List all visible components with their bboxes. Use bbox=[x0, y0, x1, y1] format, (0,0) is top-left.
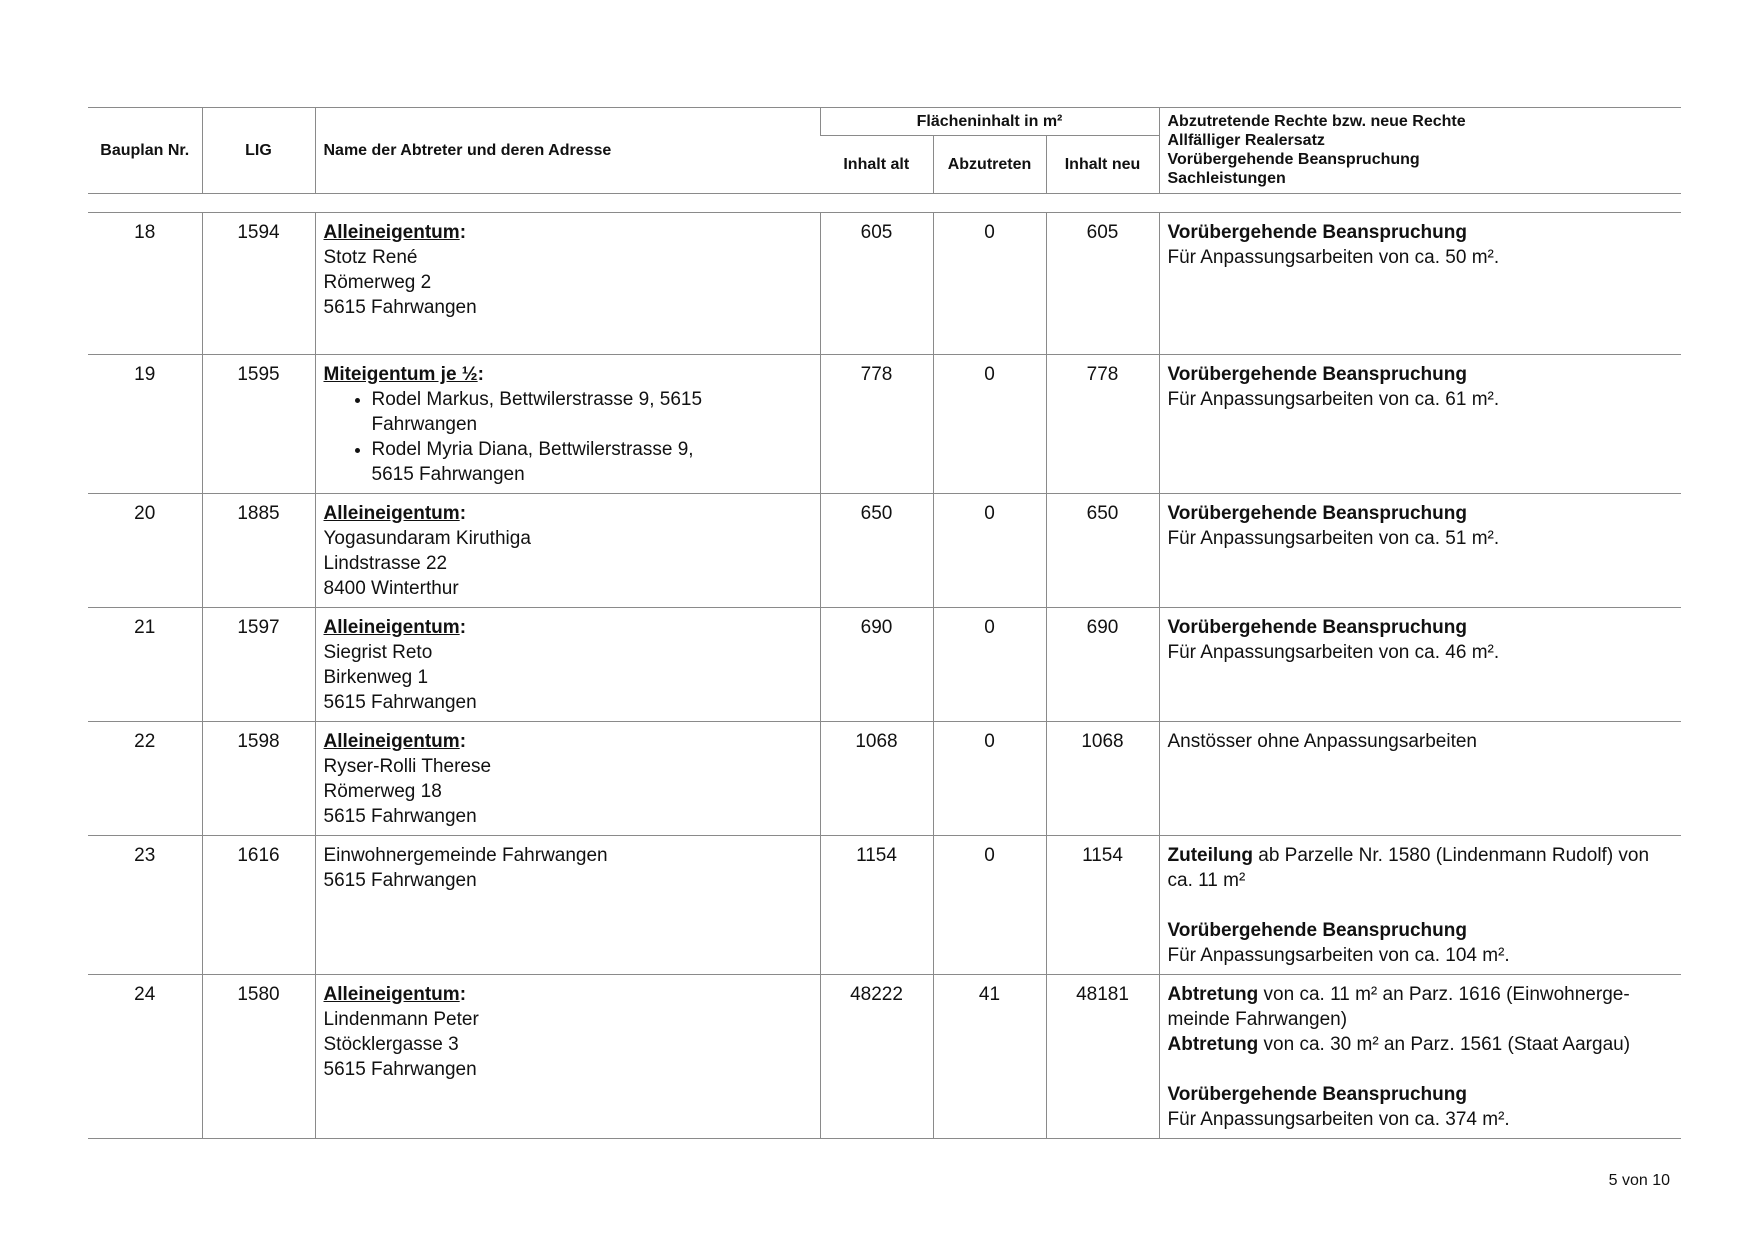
rights-text: Für Anpassungsarbeiten von ca. 374 m². bbox=[1167, 1109, 1510, 1130]
owner-line: 5615 Fahrwangen bbox=[323, 297, 477, 318]
rights-title: Vorübergehende Beanspruchung bbox=[1167, 222, 1467, 243]
rights-entry-text: ab Parzelle Nr. 1580 (Lindenmann Rudolf) von ca. 11 m² bbox=[1167, 845, 1650, 891]
owner-line: Ryser-Rolli Therese bbox=[323, 756, 492, 777]
cell-bauplan: 19 bbox=[88, 355, 202, 494]
owner-type: Miteigentum je ½ bbox=[323, 364, 478, 385]
owner-suffix: : bbox=[477, 364, 484, 385]
cell-abzutreten: 0 bbox=[933, 213, 1046, 355]
rights-entry-text: von ca. 11 m² an Parz. 1616 (Einwohnerge- meinde Fahrwangen) bbox=[1167, 984, 1630, 1030]
table-row bbox=[88, 836, 1681, 975]
rights-text: Für Anpassungsarbeiten von ca. 61 m². bbox=[1167, 389, 1500, 410]
cell-abzutreten: 0 bbox=[933, 722, 1046, 836]
cell-rights bbox=[1159, 608, 1681, 722]
rights-entry-text: von ca. 30 m² an Parz. 1561 (Staat Aargau) bbox=[1258, 1034, 1631, 1055]
rights-entry-keyword: Abtretung bbox=[1167, 984, 1259, 1005]
cell-bauplan: 24 bbox=[88, 975, 202, 1139]
owner-line: Einwohnergemeinde Fahrwangen bbox=[323, 845, 608, 866]
owner-line: Yogasundaram Kiruthiga bbox=[323, 528, 531, 549]
owner-line: Römerweg 2 bbox=[323, 272, 432, 293]
cell-rights bbox=[1159, 975, 1681, 1139]
rights-text: Anstösser ohne Anpassungsarbeiten bbox=[1167, 731, 1477, 752]
rights-entry bbox=[1168, 843, 1674, 893]
owner-line: Römerweg 18 bbox=[323, 781, 442, 802]
cell-bauplan: 21 bbox=[88, 608, 202, 722]
cell-lig: 1885 bbox=[202, 494, 315, 608]
cell-inhalt-alt: 690 bbox=[820, 608, 933, 722]
cell-bauplan: 22 bbox=[88, 722, 202, 836]
cell-inhalt-neu: 1154 bbox=[1046, 836, 1159, 975]
table-row bbox=[88, 494, 1681, 608]
cell-bauplan: 18 bbox=[88, 213, 202, 355]
owner-bullet: • Rodel Markus, Bettwilerstrasse 9, 5615 Fahrwangen bbox=[372, 387, 812, 437]
header-name: Name der Abtreter und deren Adresse bbox=[315, 108, 820, 194]
cell-owner bbox=[315, 213, 820, 355]
table-row bbox=[88, 722, 1681, 836]
cell-inhalt-neu: 605 bbox=[1046, 213, 1159, 355]
owner-line: Lindenmann Peter bbox=[323, 1009, 479, 1030]
header-area-group: Flächeninhalt in m² bbox=[820, 108, 1159, 136]
table-row bbox=[88, 355, 1681, 494]
owner-suffix: : bbox=[459, 984, 467, 1005]
cell-owner bbox=[315, 836, 820, 975]
header-gap bbox=[88, 194, 1681, 213]
owner-line: 5615 Fahrwangen bbox=[323, 692, 477, 713]
property-table bbox=[88, 107, 1681, 1139]
header-rights-line: Sachleistungen bbox=[1167, 170, 1286, 187]
owner-line: Stotz René bbox=[323, 247, 418, 268]
cell-inhalt-neu: 778 bbox=[1046, 355, 1159, 494]
owner-type: Alleineigentum bbox=[323, 731, 460, 752]
rights-text: Für Anpassungsarbeiten von ca. 104 m². bbox=[1167, 945, 1510, 966]
cell-abzutreten: 0 bbox=[933, 836, 1046, 975]
header-bauplan: Bauplan Nr. bbox=[88, 108, 202, 194]
owner-line: Stöcklergasse 3 bbox=[323, 1034, 459, 1055]
rights-text: Für Anpassungsarbeiten von ca. 46 m². bbox=[1167, 642, 1500, 663]
header-rights bbox=[1159, 108, 1681, 194]
property-table-sheet bbox=[88, 107, 1681, 1139]
header-rights-line: Vorübergehende Beanspruchung bbox=[1167, 151, 1420, 168]
cell-rights bbox=[1159, 213, 1681, 355]
owner-line: Lindstrasse 22 bbox=[323, 553, 448, 574]
cell-owner bbox=[315, 608, 820, 722]
cell-rights bbox=[1159, 722, 1681, 836]
owner-line: Siegrist Reto bbox=[323, 642, 433, 663]
cell-abzutreten: 0 bbox=[933, 608, 1046, 722]
owner-line: 5615 Fahrwangen bbox=[323, 1059, 477, 1080]
owner-line: 8400 Winterthur bbox=[323, 578, 459, 599]
table-row bbox=[88, 213, 1681, 355]
cell-owner bbox=[315, 355, 820, 494]
rights-entry bbox=[1168, 982, 1674, 1032]
cell-inhalt-alt: 778 bbox=[820, 355, 933, 494]
rights-title: Vorübergehende Beanspruchung bbox=[1167, 503, 1467, 524]
page-number: 5 von 10 bbox=[1608, 1172, 1670, 1189]
cell-owner bbox=[315, 494, 820, 608]
header-abzutreten: Abzutreten bbox=[933, 136, 1046, 194]
rights-text: Für Anpassungsarbeiten von ca. 50 m². bbox=[1167, 247, 1500, 268]
rights-text: Für Anpassungsarbeiten von ca. 51 m². bbox=[1167, 528, 1500, 549]
header-lig: LIG bbox=[202, 108, 315, 194]
cell-inhalt-neu: 1068 bbox=[1046, 722, 1159, 836]
cell-inhalt-neu: 650 bbox=[1046, 494, 1159, 608]
cell-abzutreten: 0 bbox=[933, 494, 1046, 608]
rights-entry-keyword: Abtretung bbox=[1167, 1034, 1259, 1055]
owner-type: Alleineigentum bbox=[323, 222, 460, 243]
rights-title: Vorübergehende Beanspruchung bbox=[1167, 920, 1467, 941]
owner-suffix: : bbox=[459, 731, 467, 752]
owner-line: Birkenweg 1 bbox=[323, 667, 429, 688]
owner-type: Alleineigentum bbox=[323, 984, 460, 1005]
cell-lig: 1597 bbox=[202, 608, 315, 722]
owner-suffix: : bbox=[459, 222, 467, 243]
cell-bauplan: 23 bbox=[88, 836, 202, 975]
cell-bauplan: 20 bbox=[88, 494, 202, 608]
owner-line: 5615 Fahrwangen bbox=[323, 870, 477, 891]
owner-bullet: • Rodel Myria Diana, Bettwilerstrasse 9, 5615 Fahrwangen bbox=[372, 437, 812, 487]
cell-rights bbox=[1159, 836, 1681, 975]
owner-type: Alleineigentum bbox=[323, 503, 460, 524]
cell-lig: 1616 bbox=[202, 836, 315, 975]
cell-rights bbox=[1159, 355, 1681, 494]
rights-title: Vorübergehende Beanspruchung bbox=[1167, 364, 1467, 385]
rights-title: Vorübergehende Beanspruchung bbox=[1167, 1084, 1467, 1105]
rights-entry bbox=[1168, 1032, 1674, 1057]
cell-lig: 1580 bbox=[202, 975, 315, 1139]
cell-rights bbox=[1159, 494, 1681, 608]
header-inhalt-alt: Inhalt alt bbox=[843, 155, 910, 173]
rights-title: Vorübergehende Beanspruchung bbox=[1167, 617, 1467, 638]
cell-lig: 1594 bbox=[202, 213, 315, 355]
cell-inhalt-alt: 650 bbox=[820, 494, 933, 608]
cell-lig: 1598 bbox=[202, 722, 315, 836]
header-rights-line: Allfälliger Realersatz bbox=[1167, 132, 1325, 149]
cell-inhalt-alt: 48222 bbox=[820, 975, 933, 1139]
cell-inhalt-neu: 690 bbox=[1046, 608, 1159, 722]
cell-abzutreten: 41 bbox=[933, 975, 1046, 1139]
header-rights-line: Abzutretende Rechte bzw. neue Rechte bbox=[1167, 113, 1466, 130]
cell-inhalt-alt: 1154 bbox=[820, 836, 933, 975]
cell-lig: 1595 bbox=[202, 355, 315, 494]
cell-inhalt-alt: 605 bbox=[820, 213, 933, 355]
owner-suffix: : bbox=[459, 617, 467, 638]
table-row bbox=[88, 975, 1681, 1139]
header-inhalt-neu: Inhalt neu bbox=[1046, 136, 1159, 194]
cell-inhalt-neu: 48181 bbox=[1046, 975, 1159, 1139]
cell-abzutreten: 0 bbox=[933, 355, 1046, 494]
owner-list bbox=[324, 387, 812, 487]
rights-entry-keyword: Zuteilung bbox=[1167, 845, 1253, 866]
cell-owner bbox=[315, 975, 820, 1139]
cell-owner bbox=[315, 722, 820, 836]
cell-inhalt-alt: 1068 bbox=[820, 722, 933, 836]
owner-suffix: : bbox=[459, 503, 467, 524]
table-row bbox=[88, 608, 1681, 722]
owner-type: Alleineigentum bbox=[323, 617, 460, 638]
owner-line: 5615 Fahrwangen bbox=[323, 806, 477, 827]
